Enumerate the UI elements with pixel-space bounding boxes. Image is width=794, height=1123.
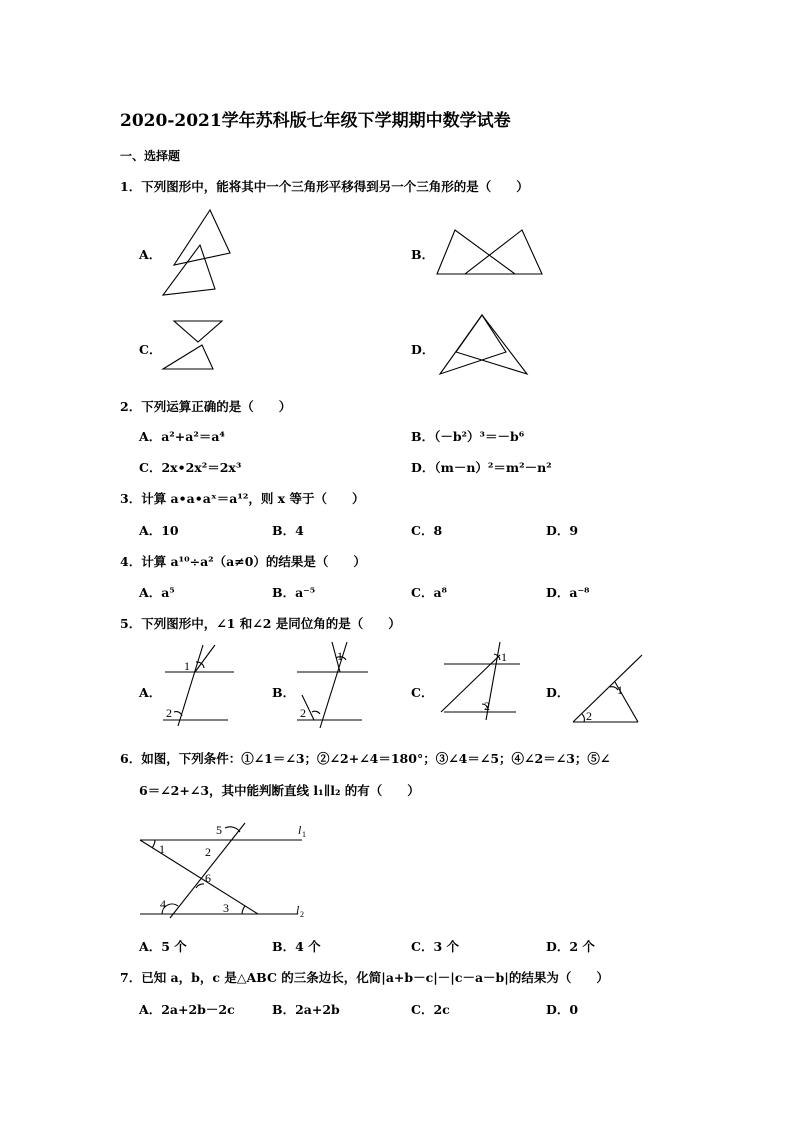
q5-figure-c xyxy=(438,640,528,720)
question-5 xyxy=(120,614,401,632)
q3-option-d[interactable]: D．9 xyxy=(546,523,579,538)
q1-figure-b xyxy=(435,228,545,278)
question-number: 6． xyxy=(120,751,142,766)
angle-1-label: 1 xyxy=(337,649,343,663)
question-6 xyxy=(120,749,610,767)
q2-option-c[interactable]: C．2x•2x²＝2x³ xyxy=(139,460,242,475)
question-text: 下列图形中，能将其中一个三角形平移得到另一个三角形的是（ ） xyxy=(141,179,529,194)
angle-2-label: 2 xyxy=(205,845,211,859)
question-text: 计算 a¹⁰÷a²（a≠0）的结果是（ ） xyxy=(141,554,366,569)
q6-option-c[interactable]: C．3 个 xyxy=(411,939,459,954)
question-number: 4． xyxy=(120,554,142,569)
angle-3-label: 3 xyxy=(223,901,229,915)
q7-option-b[interactable]: B．2a+2b xyxy=(272,1002,340,1017)
question-text: 已知 a，b，c 是△ABC 的三条边长，化简|a+b－c|－|c－a－b|的结果为（ ） xyxy=(141,970,609,985)
q5-option-d[interactable]: D． xyxy=(546,685,570,700)
question-number: 1． xyxy=(120,179,142,194)
q1-figure-d xyxy=(436,312,531,377)
q2-option-d[interactable]: D．（m－n）²＝m²－n² xyxy=(411,460,552,475)
angle-6-label: 6 xyxy=(205,871,211,885)
angle-1-label: 1 xyxy=(184,659,190,673)
page-title: 2020-2021学年苏科版七年级下学期期中数学试卷 xyxy=(120,111,511,131)
angle-1-label: 1 xyxy=(159,842,165,856)
q7-option-d[interactable]: D．0 xyxy=(546,1002,579,1017)
q6-figure xyxy=(130,818,320,923)
q3-option-b[interactable]: B．4 xyxy=(272,523,304,538)
q4-option-c[interactable]: C．a⁸ xyxy=(411,585,448,600)
q6-option-b[interactable]: B．4 个 xyxy=(272,939,321,954)
q4-option-a[interactable]: A．a⁵ xyxy=(139,585,175,600)
question-1 xyxy=(120,177,529,195)
q1-figure-c xyxy=(160,318,230,373)
section-heading: 一、选择题 xyxy=(120,149,181,163)
angle-2-label: 2 xyxy=(300,706,306,720)
line-l2-subscript: 2 xyxy=(300,910,304,919)
question-6-continued: 6＝∠2+∠3，其中能判断直线 l₁∥l₂ 的有（ ） xyxy=(139,783,420,798)
q5-figure-d xyxy=(570,650,650,725)
angle-2-label: 2 xyxy=(166,706,172,720)
angle-2-label: 2 xyxy=(484,699,490,713)
q5-figure-b xyxy=(292,640,372,730)
q4-option-d[interactable]: D．a⁻⁸ xyxy=(546,585,590,600)
angle-1-label: 1 xyxy=(617,683,623,697)
question-text: 计算 a•a•aˣ＝a¹²，则 x 等于（ ） xyxy=(141,491,365,506)
q1-option-c[interactable]: C． xyxy=(139,342,162,357)
q7-option-c[interactable]: C．2c xyxy=(411,1002,450,1017)
q1-figure-a xyxy=(160,205,240,300)
angle-5-label: 5 xyxy=(216,823,222,837)
q2-option-b[interactable]: B．（－b²）³＝－b⁶ xyxy=(411,429,525,444)
question-text: 如图，下列条件：①∠1＝∠3；②∠2+∠4＝180°；③∠4＝∠5；④∠2＝∠3；⑤∠ xyxy=(141,751,611,766)
q1-option-a[interactable]: A． xyxy=(139,247,162,262)
question-2 xyxy=(120,397,291,415)
q3-option-a[interactable]: A．10 xyxy=(139,523,179,538)
question-number: 3． xyxy=(120,491,142,506)
q1-option-b[interactable]: B． xyxy=(411,247,435,262)
q5-option-c[interactable]: C． xyxy=(411,685,434,700)
q7-option-a[interactable]: A．2a+2b－2c xyxy=(139,1002,235,1017)
question-number: 2． xyxy=(120,399,142,414)
line-l2-label: l xyxy=(296,903,300,917)
question-3 xyxy=(120,489,364,507)
q2-option-a[interactable]: A．a²+a²＝a⁴ xyxy=(139,429,225,444)
q3-option-c[interactable]: C．8 xyxy=(411,523,443,538)
angle-4-label: 4 xyxy=(160,897,166,911)
angle-1-label: 1 xyxy=(501,650,507,664)
line-l1-label: l xyxy=(298,823,302,837)
q6-option-a[interactable]: A．5 个 xyxy=(139,939,187,954)
question-number: 5． xyxy=(120,616,142,631)
line-l1-subscript: 1 xyxy=(302,830,306,839)
question-7 xyxy=(120,968,609,986)
q5-figure-a xyxy=(160,640,240,730)
question-4 xyxy=(120,552,366,570)
question-text: 下列运算正确的是（ ） xyxy=(141,399,292,414)
q5-option-b[interactable]: B． xyxy=(272,685,296,700)
q1-option-d[interactable]: D． xyxy=(411,342,435,357)
question-text: 下列图形中，∠1 和∠2 是同位角的是（ ） xyxy=(141,616,401,631)
angle-2-label: 2 xyxy=(586,709,592,723)
question-number: 7． xyxy=(120,970,142,985)
q4-option-b[interactable]: B．a⁻⁵ xyxy=(272,585,316,600)
q5-option-a[interactable]: A． xyxy=(139,685,162,700)
q6-option-d[interactable]: D．2 个 xyxy=(546,939,595,954)
